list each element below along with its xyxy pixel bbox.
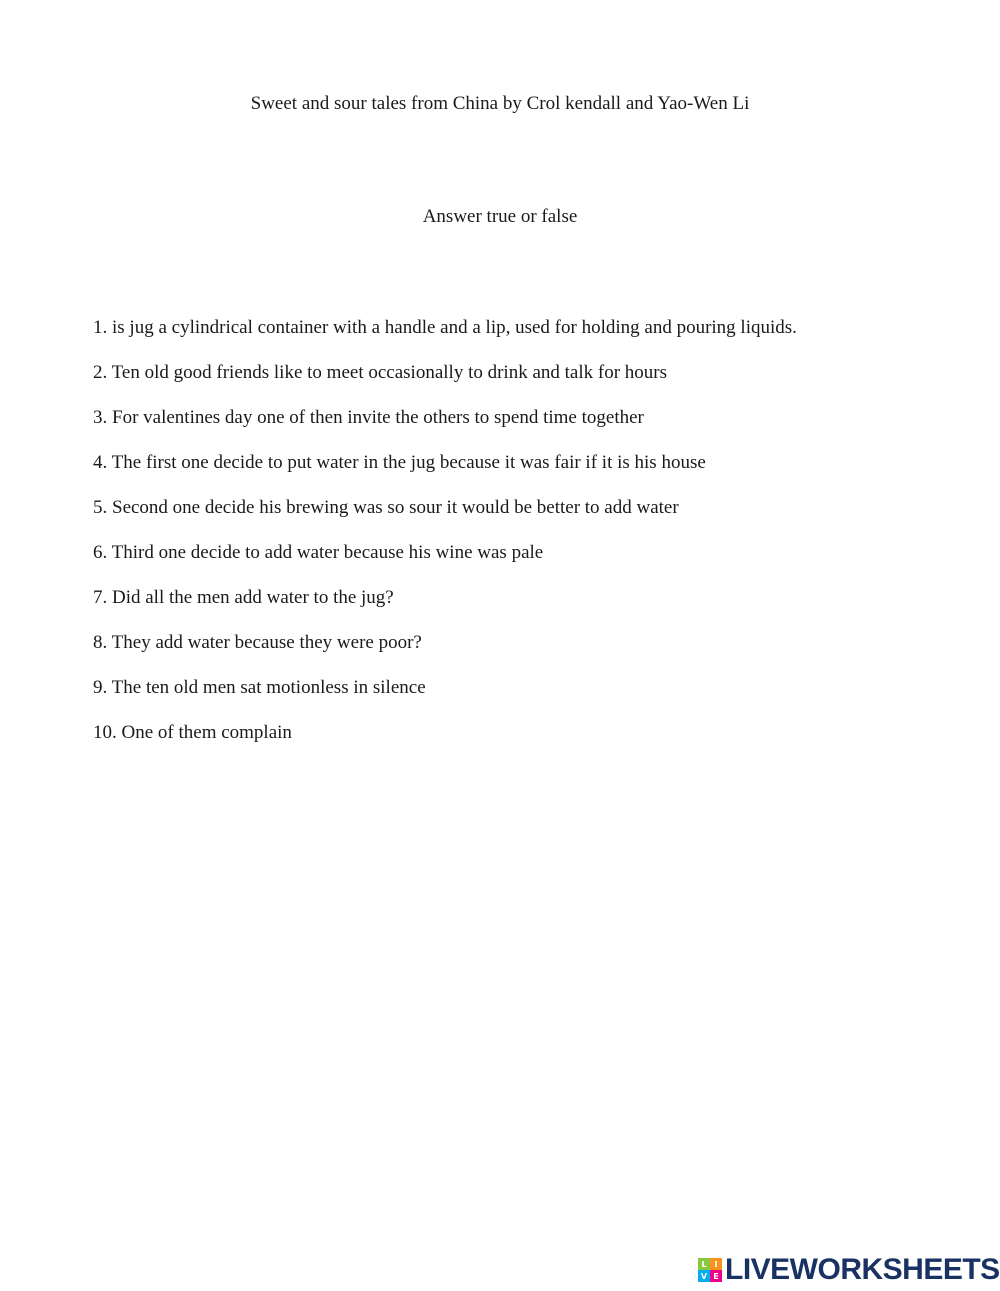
liveworksheets-wordmark: LIVEWORKSHEETS (725, 1253, 1000, 1286)
question-item: 4. The first one decide to put water in the jug because it was fair if it is his house (93, 452, 706, 473)
question-item: 7. Did all the men add water to the jug? (93, 587, 394, 608)
logo-tile: E (710, 1270, 722, 1282)
question-item: 8. They add water because they were poor? (93, 632, 422, 653)
question-item: 2. Ten old good friends like to meet occasionally to drink and talk for hours (93, 362, 667, 383)
liveworksheets-brand (698, 1255, 1000, 1285)
question-list (93, 316, 797, 766)
logo-tile: I (710, 1258, 722, 1270)
question-item: 9. The ten old men sat motionless in silence (93, 677, 426, 698)
logo-tile: L (698, 1258, 710, 1270)
question-item: 5. Second one decide his brewing was so sour it would be better to add water (93, 497, 679, 518)
question-item: 3. For valentines day one of then invite the others to spend time together (93, 407, 644, 428)
question-item: 10. One of them complain (93, 722, 292, 743)
question-item: 1. is jug a cylindrical container with a handle and a lip, used for holding and pouring liquids. (93, 317, 797, 338)
instruction-text: Answer true or false (422, 206, 578, 227)
logo-tile: V (698, 1270, 710, 1282)
document-title: Sweet and sour tales from China by Crol kendall and Yao-Wen Li (250, 93, 750, 114)
liveworksheets-logo-icon (698, 1258, 722, 1282)
question-item: 6. Third one decide to add water because his wine was pale (93, 542, 544, 563)
